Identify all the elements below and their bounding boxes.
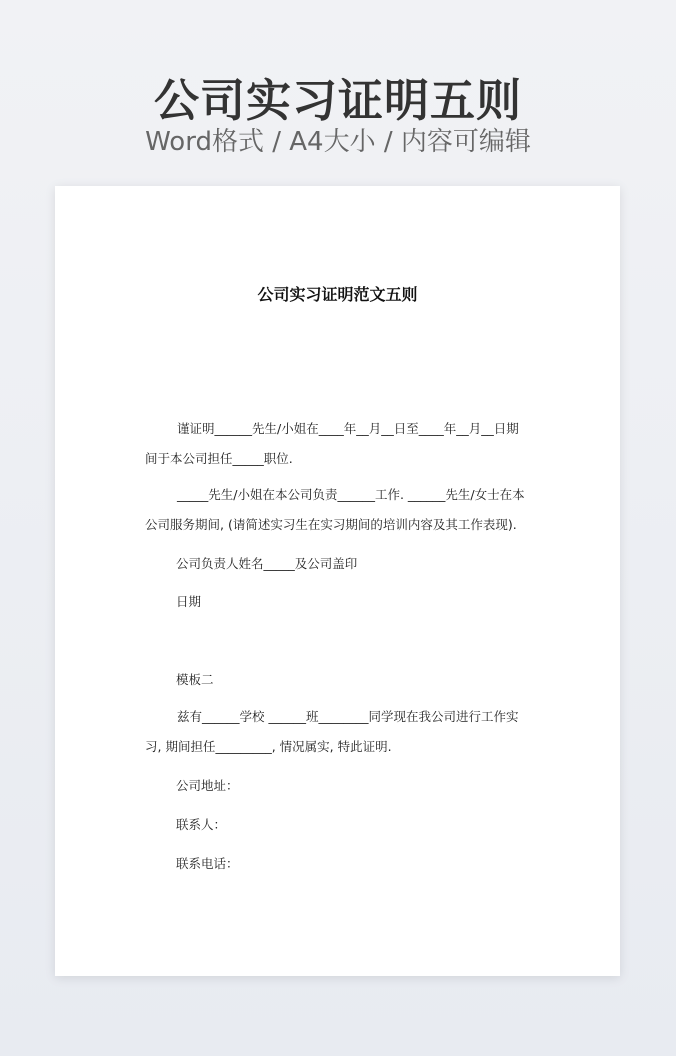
document-page xyxy=(55,186,620,976)
paragraph-template2: 兹有______学校 ______班________同学现在我公司进行工作实习, 期间担任_________, 情况属实, 特此证明. xyxy=(145,709,519,754)
paragraph-duties: _____先生/小姐在本公司负责______工作. ______先生/女士在本公司服务期间, (请简述实习生在实习期间的培训内容及其工作表现). xyxy=(145,487,525,532)
line-contact-phone: 联系电话： xyxy=(176,856,239,871)
line-contact-person: 联系人： xyxy=(176,817,227,832)
line-responsible-person: 公司负责人姓名_____及公司盖印 xyxy=(176,556,358,571)
paragraph-certify: 谨证明______先生/小姐在____年__月__日至____年__月__日期间于本公司担任_____职位. xyxy=(145,421,519,466)
document-title: 公司实习证明范文五则 xyxy=(257,285,418,304)
page-title: 公司实习证明五则 xyxy=(153,74,522,127)
page-subtitle: Word格式 / A4大小 / 内容可编辑 xyxy=(145,127,531,157)
template2-heading: 模板二 xyxy=(176,672,214,687)
line-date: 日期 xyxy=(176,594,202,609)
line-company-address: 公司地址： xyxy=(176,778,239,793)
